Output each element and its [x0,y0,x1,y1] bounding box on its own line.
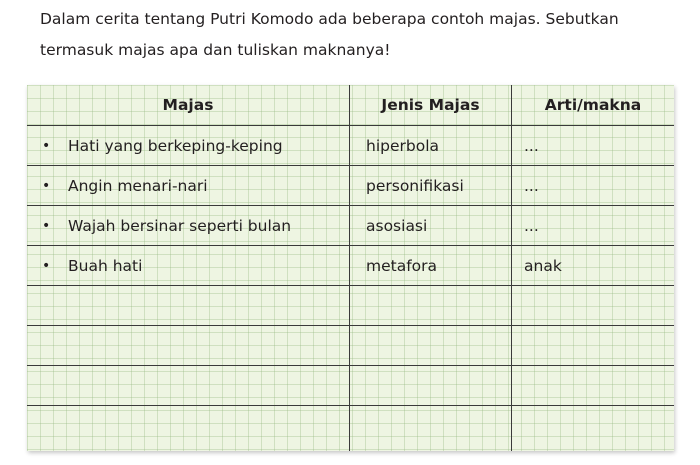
header-majas: Majas [27,85,350,126]
majas-text: Angin menari-nari [68,176,208,195]
table-row-4-arti: anak [512,246,674,286]
table-row-3-arti: ... [512,206,674,246]
majas-text: Hati yang berkeping-keping [68,136,283,155]
instruction-line-2: termasuk majas apa dan tuliskan maknanya! [40,41,391,59]
empty-row-2-majas [27,326,350,366]
instruction-text [40,4,680,66]
empty-row-4-jenis [350,406,512,451]
majas-text: Buah hati [68,256,143,275]
bullet-icon: • [42,137,51,154]
bullet-icon: • [42,177,51,194]
empty-row-3-jenis [350,366,512,406]
empty-row-2-jenis [350,326,512,366]
table-row-1-arti: ... [512,126,674,166]
bullet-icon: • [42,257,51,274]
table-row-4-majas [27,246,350,286]
majas-table-grid [27,85,674,451]
table-row-1-majas [27,126,350,166]
table-row-2-jenis: personifikasi [350,166,512,206]
worksheet-table [27,85,674,451]
instruction-line-1: Dalam cerita tentang Putri Komodo ada beberapa contoh majas. Sebutkan [40,10,619,28]
empty-row-1-arti [512,286,674,326]
header-arti-makna: Arti/makna [512,85,674,126]
table-row-4-jenis: metafora [350,246,512,286]
empty-row-2-arti [512,326,674,366]
table-row-1-jenis: hiperbola [350,126,512,166]
header-jenis-majas: Jenis Majas [350,85,512,126]
table-row-2-arti: ... [512,166,674,206]
empty-row-1-jenis [350,286,512,326]
empty-row-3-majas [27,366,350,406]
empty-row-4-arti [512,406,674,451]
empty-row-3-arti [512,366,674,406]
empty-row-4-majas [27,406,350,451]
majas-text: Wajah bersinar seperti bulan [68,216,292,235]
bullet-icon: • [42,217,51,234]
table-row-3-jenis: asosiasi [350,206,512,246]
empty-row-1-majas [27,286,350,326]
table-row-2-majas [27,166,350,206]
table-row-3-majas [27,206,350,246]
